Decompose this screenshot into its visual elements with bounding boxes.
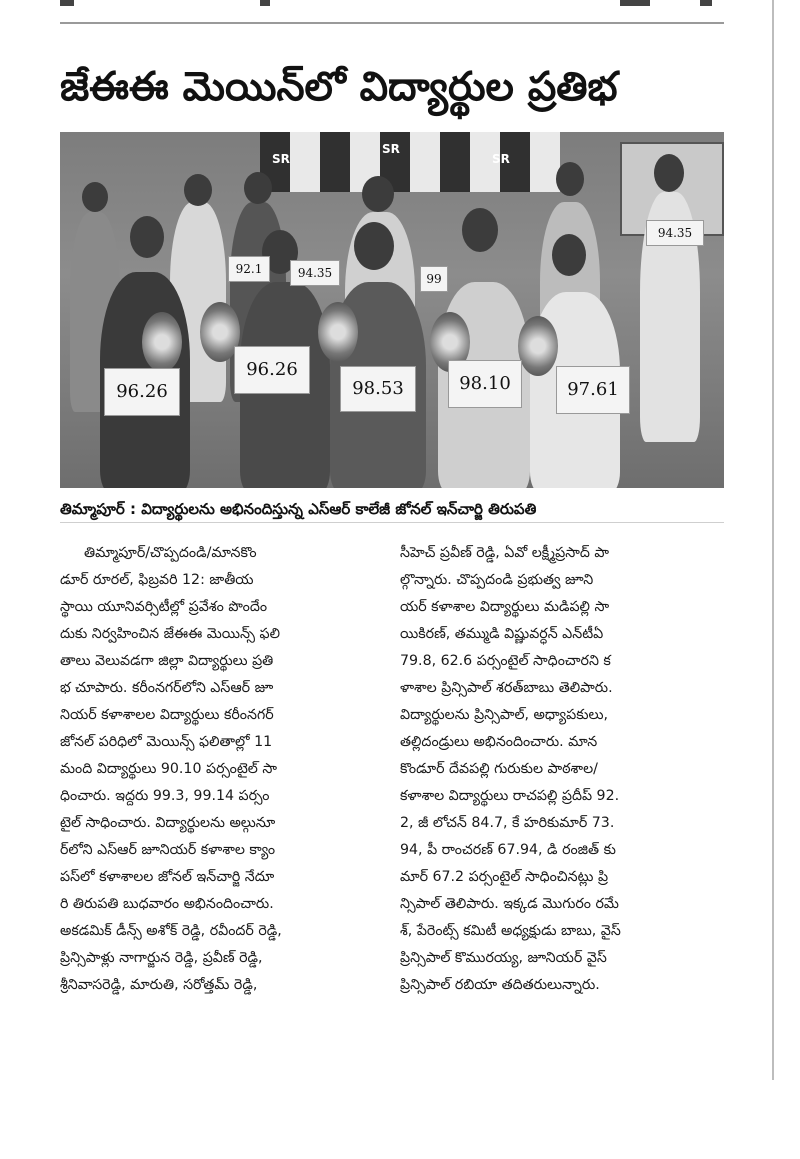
score-card: 98.10 bbox=[448, 360, 522, 408]
article-line: శ్‌, పేరెంట్స్‌ కమిటీ అధ్యక్షుడు బాబు, వైస్‌ bbox=[400, 923, 621, 939]
flower-bouquet bbox=[318, 302, 358, 362]
article-line: కొండూర్‌ దేవపల్లి గురుకుల పాఠశాల/ bbox=[400, 761, 598, 777]
article-line: నియర్‌ కళాశాలల విద్యార్థులు కరీంనగర్‌ bbox=[60, 707, 274, 723]
article-line: తిమ్మాపూర్‌/చొప్పదండి/మానకొం bbox=[84, 545, 257, 561]
score-card: 97.61 bbox=[556, 366, 630, 414]
student-head bbox=[354, 222, 394, 270]
article-line: అకడమిక్‌ డీన్స్‌ అశోక్‌ రెడ్డి, రవీందర్‌ రెడ్డి, bbox=[60, 923, 282, 939]
article-line: మార్‌ 67.2 పర్సంటైల్‌ సాధించినట్లు ప్రి bbox=[400, 869, 609, 885]
score-card: 94.35 bbox=[290, 260, 340, 286]
article-line: ప్రిన్సిపాల్‌ రబియా తదితరులున్నారు. bbox=[400, 977, 600, 993]
article-line: విద్యార్థులను ప్రిన్సిపాల్‌, అధ్యాపకులు, bbox=[400, 707, 609, 723]
article-line: 79.8, 62.6 పర్సంటైల్‌ సాధించారని క bbox=[400, 653, 611, 669]
banner-logo: SR bbox=[382, 142, 400, 156]
person-head bbox=[184, 174, 212, 206]
headline: జేఈఈ మెయిన్‌లో విద్యార్థుల ప్రతిభ bbox=[60, 64, 618, 110]
article-line: రి తిరుపతి బుధవారం అభినందించారు. bbox=[60, 896, 274, 912]
score-card: 92.1 bbox=[228, 256, 270, 282]
score-card: 99 bbox=[420, 266, 448, 292]
article-line: టైల్‌ సాధించారు. విద్యార్థులను అల్గునూ bbox=[60, 815, 276, 831]
person-head bbox=[556, 162, 584, 196]
student-head bbox=[552, 234, 586, 276]
article-column-1 bbox=[60, 540, 380, 999]
person-head bbox=[362, 176, 394, 212]
person-head bbox=[82, 182, 108, 212]
article-line: ళాశాల ప్రిన్సిపాల్‌ శరత్‌బాబు తెలిపారు. bbox=[400, 680, 613, 696]
person-head bbox=[244, 172, 272, 204]
article-line: డూర్‌ రూరల్‌, ఫిబ్రవరి 12: జాతీయ bbox=[60, 572, 254, 588]
article-line: ప్రిన్సిపాళ్లు నాగార్జున రెడ్డి, ప్రవీణ్‌ రెడ్డి, bbox=[60, 950, 263, 966]
banner-logo: SR bbox=[492, 152, 510, 166]
article-line: ధించారు. ఇద్దరు 99.3, 99.14 పర్సం bbox=[60, 788, 270, 804]
article-line: దుకు నిర్వహించిన జేఈఈ మెయిన్స్‌ ఫలి bbox=[60, 626, 281, 642]
article-column-2 bbox=[400, 540, 720, 999]
column-divider bbox=[772, 0, 774, 1080]
article-line: ల్గొన్నారు. చొప్పదండి ప్రభుత్వ జూని bbox=[400, 572, 594, 588]
article-line: యర్‌ కళాశాల విద్యార్థులు మడిపల్లి సా bbox=[400, 599, 610, 615]
article-line: మంది విద్యార్థులు 90.10 పర్సంటైల్‌ సా bbox=[60, 761, 277, 777]
article-line: కళాశాల విద్యార్థులు రాచపల్లి ప్రదీప్‌ 92. bbox=[400, 788, 620, 804]
article-line: 94, పీ రాంచరణ్‌ 67.94, డి రంజిత్‌ కు bbox=[400, 842, 616, 858]
article-line: యికిరణ్‌, తమ్ముడి విష్ణువర్ధన్‌ ఎన్‌టీఏ bbox=[400, 626, 604, 642]
score-card: 98.53 bbox=[340, 366, 416, 412]
score-card: 96.26 bbox=[104, 368, 180, 416]
photo-caption: తిమ్మాపూర్‌ : విద్యార్థులను అభినందిస్తున్న ఎస్‌ఆర్‌ కాలేజీ జోనల్‌ ఇన్‌చార్జి తిరుపతి bbox=[60, 496, 724, 523]
top-divider bbox=[60, 22, 724, 24]
banner-logo: SR bbox=[272, 152, 290, 166]
news-photo bbox=[60, 132, 724, 488]
article-line: ర్‌లోని ఎస్‌ఆర్‌ జూనియర్‌ కళాశాల క్యాం bbox=[60, 842, 276, 858]
sr-banner bbox=[260, 132, 560, 192]
article-line: సీహెచ్‌ ప్రవీణ్‌ రెడ్డి, ఏవో లక్ష్మీప్రసాద్‌ పా bbox=[400, 545, 610, 561]
student-head bbox=[462, 208, 498, 252]
article-line: పస్‌లో కళాశాలల జోనల్‌ ఇన్‌చార్జి నేదూ bbox=[60, 869, 275, 885]
article-line: శ్రీనివాసరెడ్డి, మారుతి, సరోత్తమ్‌ రెడ్డి, bbox=[60, 977, 258, 993]
article-line: తాలు వెలువడగా జిల్లా విద్యార్థులు ప్రతి bbox=[60, 653, 274, 669]
article-line: భ చూపారు. కరీంనగర్‌లోని ఎస్‌ఆర్‌ జూ bbox=[60, 680, 274, 696]
person-head bbox=[654, 154, 684, 192]
score-card: 96.26 bbox=[234, 346, 310, 394]
article-line: తల్లిదండ్రులు అభినందించారు. మాన bbox=[400, 734, 598, 750]
article-line: స్థాయి యూనివర్సిటీల్లో ప్రవేశం పొందేం bbox=[60, 599, 268, 615]
top-clipped-text bbox=[60, 0, 724, 10]
score-card: 94.35 bbox=[646, 220, 704, 246]
flower-bouquet bbox=[518, 316, 558, 376]
article-line: న్సిపాల్‌ తెలిపారు. ఇక్కడ మొగురం రమే bbox=[400, 896, 619, 912]
flower-bouquet bbox=[142, 312, 182, 372]
article-line: 2, జీ లోచన్‌ 84.7, కే హరికుమార్‌ 73. bbox=[400, 815, 615, 831]
article-line: ప్రిన్సిపాల్‌ కొమురయ్య, జూనియర్‌ వైస్‌ bbox=[400, 950, 607, 966]
student-head bbox=[130, 216, 164, 258]
article-line: జోనల్‌ పరిధిలో మెయిన్స్‌ ఫలితాల్లో 11 bbox=[60, 734, 273, 750]
